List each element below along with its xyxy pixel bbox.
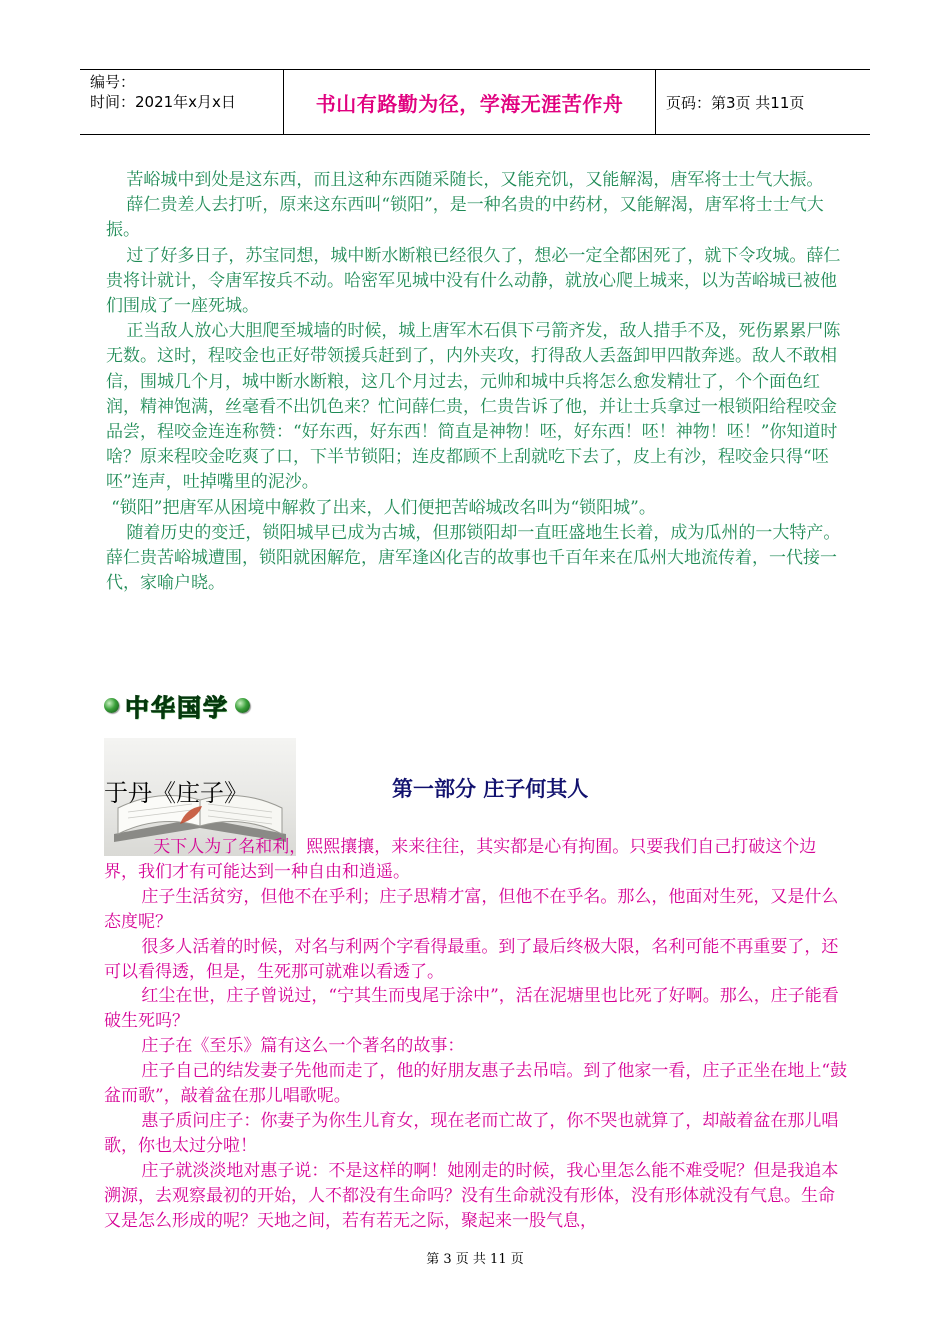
zhuangzi-paragraph: 惠子质问庄子：你妻子为你生儿育女，现在老而亡故了，你不哭也就算了，却敲着盆在那儿唱歌，你也太过分啦！: [104, 1110, 839, 1156]
header-meta: [80, 70, 283, 134]
green-ball-icon: [235, 698, 250, 713]
story-paragraph: “锁阳”把唐军从困境中解救了出来，人们便把苦峪城改名叫为“锁阳城”。: [111, 497, 656, 518]
zhuangzi-paragraph: 天下人为了名和利，熙熙攘攘，来来往往，其实都是心有拘囿。只要我们自己打破这个边界，我们才有可能达到一种自由和逍遥。: [104, 837, 817, 882]
zhuangzi-paragraph: 庄子自己的结发妻子先他而走了，他的好朋友惠子去吊唁。到了他家一看，庄子正坐在地上“鼓盆而歌”，敲着盆在那儿唱歌呢。: [104, 1061, 848, 1107]
zhuangzi-paragraph: 庄子就淡淡地对惠子说：不是这样的啊！她刚走的时候，我心里怎么能不难受呢？但是我追本溯源，去观察最初的开始，人不都没有生命吗？没有生命就没有形体，没有形体就没有气息。生命又是怎么形成的呢？天地之间，若有若无之际，聚起来一股气息，: [104, 1160, 839, 1231]
story-paragraph: 苦峪城中到处是这东西，而且这种东西随采随长，又能充饥，又能解渴，唐军将士士气大振。: [126, 170, 824, 190]
number-label: 编号：: [90, 73, 136, 91]
page-footer: 第 3 页 共 11 页: [426, 1252, 524, 1267]
green-ball-icon: [104, 698, 119, 713]
zhuangzi-paragraph: 很多人活着的时候，对名与利两个字看得最重。到了最后终极大限，名利可能不再重要了，还可以看得透，但是，生死那可就难以看透了。: [104, 936, 839, 982]
story-paragraph: 薛仁贵差人去打听，原来这东西叫“锁阳”，是一种名贵的中药材，又能解渴，唐军将士士气大振。: [106, 195, 824, 241]
header-motto: 书山有路勤为径，学海无涯苦作舟: [283, 70, 656, 134]
subtitle-book: 于丹《庄子》: [104, 779, 248, 807]
story-paragraph: 正当敌人放心大胆爬至城墙的时候，城上唐军木石俱下弓箭齐发，敌人措手不及，死伤累累尸陈无数。这时，程咬金也正好带领援兵赶到了，内外夹攻，打得敌人丢盔卸甲四散奔逃。敌人不敢相信，围城几个月，城中断水断粮，这几个月过去，元帅和城中兵将怎么愈发精壮了，个个面色红润，精神饱满，丝毫看不出饥色来？忙问薛仁贵，仁贵告诉了他，并让士兵拿过一根锁阳给程咬金品尝，程咬金连连称赞：“好东西，好东西！简直是神物！呸，好东西！呸！神物！呸！”你知道时啥？原来程咬金吃爽了口，下半节锁阳；连皮都顾不上刮就吃下去了，皮上有沙，程咬金只得“呸呸”连声，吐掉嘴里的泥沙。: [106, 321, 841, 493]
zhuangzi-body: [104, 835, 848, 1234]
section-heading: [104, 690, 250, 720]
zhuangzi-paragraph: 庄子在《至乐》篇有这么一个著名的故事：: [141, 1036, 465, 1057]
subtitle-part: 第一部分 庄子何其人: [392, 777, 589, 801]
section-title: 中华国学: [125, 693, 229, 722]
story-body: [106, 168, 848, 596]
page-header: [80, 69, 870, 135]
zhuangzi-paragraph: 红尘在世，庄子曾说过，“宁其生而曳尾于涂中”，活在泥塘里也比死了好啊。那么，庄子能看破生死吗？: [104, 986, 839, 1032]
story-paragraph: 过了好多日子，苏宝同想，城中断水断粮已经很久了，想必一定全都困死了，就下令攻城。薛仁贵将计就计，令唐军按兵不动。哈密军见城中没有什么动静，就放心爬上城来，以为苦峪城已被他们围成了一座死城。: [106, 245, 841, 317]
zhuangzi-paragraph: 庄子生活贫穷，但他不在乎利；庄子思精才富，但他不在乎名。那么，他面对生死，又是什么态度呢？: [104, 886, 839, 932]
time-label: 时间：2021年x月x日: [90, 93, 236, 111]
header-page-info: 页码：第3页 共11页: [666, 93, 805, 112]
story-paragraph: 随着历史的变迁，锁阳城早已成为古城，但那锁阳却一直旺盛地生长着，成为瓜州的一大特产。薛仁贵苦峪城遭围，锁阳就困解危，唐军逢凶化吉的故事也千百年来在瓜州大地流传着，一代接一代，家喻户晓。: [106, 522, 841, 594]
